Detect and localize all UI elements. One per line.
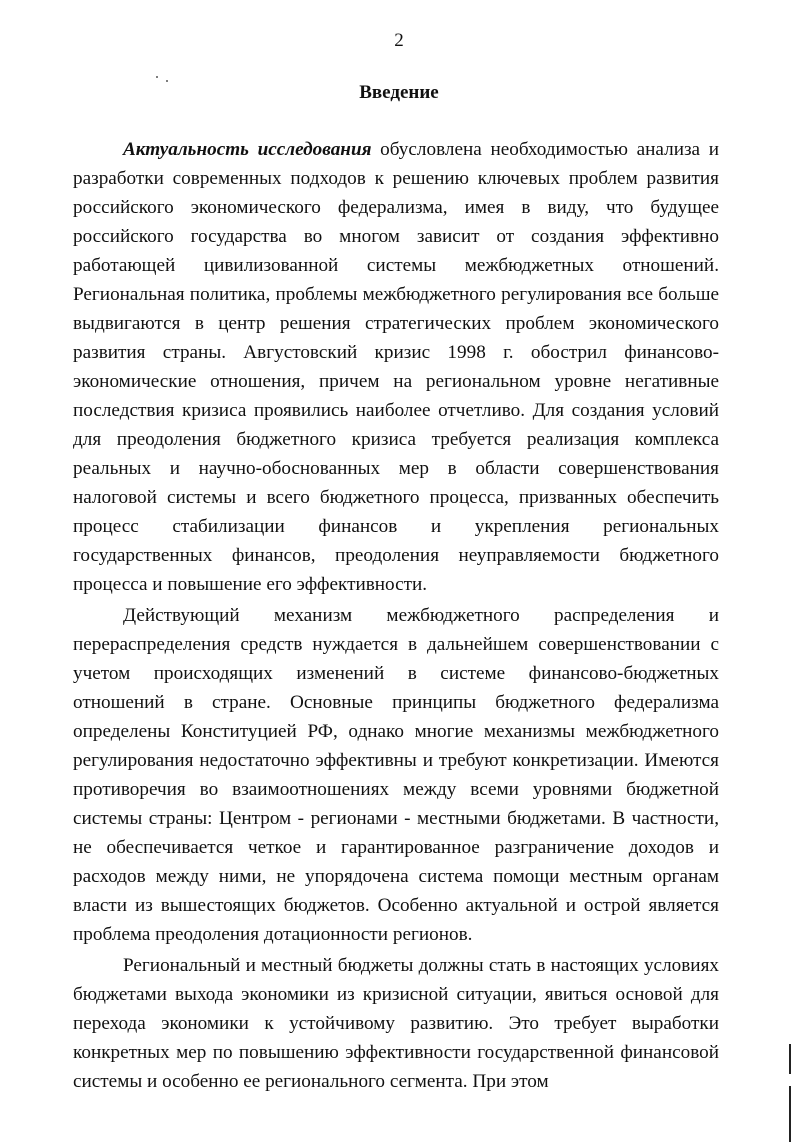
paragraph-relevance — [73, 135, 719, 599]
paragraph-text: Региональный и местный бюджеты должны стать в настоящих условиях бюджетами выхода экономики из кризисной ситуации, явиться основой для перехода экономики к устойчивому развитию. Это требует выработки конкретных мер по повышению эффективности государственной финансовой системы и особенно ее регионального сегмента. При этом — [73, 955, 719, 1092]
paragraph-budgets — [73, 951, 719, 1096]
body-text — [73, 135, 719, 1096]
scan-speck — [156, 76, 158, 78]
paragraph-text: Действующий механизм межбюджетного распределения и перераспределения средств нуждается в дальнейшем совершенствовании с учетом происходящих изменений в системе финансово-бюджетных отношений в стране. Основные принципы бюджетного федерализма определены Конституцией РФ, однако многие механизмы межбюджетного регулирования недостаточно эффективны и требуют конкретизации. Имеются противоречия во взаимоотношениях между всеми уровнями бюджетной системы страны: Центром - регионами - местными бюджетами. В частности, не обеспечивается четкое и гарантированное разграничение доходов и расходов между ними, не упорядочена система помощи местным органам власти из вышестоящих бюджетов. Особенно актуальной и острой является проблема преодоления дотационности регионов. — [73, 605, 719, 945]
page-number: 2 — [394, 30, 404, 51]
section-heading: Введение — [359, 82, 439, 103]
paragraph-lead: Актуальность исследования — [123, 139, 372, 160]
paragraph-mechanism — [73, 601, 719, 949]
scan-edge-line — [789, 1044, 791, 1074]
scan-edge-line — [789, 1086, 791, 1142]
paragraph-text: обусловлена необходимостью анализа и разработки современных подходов к решению ключевых проблем развития российского экономического федерализма, имея в виду, что будущее российского государства во многом зависит от создания эффективно работающей цивилизованной системы межбюджетных отношений. Региональная политика, проблемы межбюджетного регулирования все больше выдвигаются в центр решения стратегических проблем экономического развития страны. Августовский кризис 1998 г. обострил финансово-экономические отношения, причем на региональном уровне негативные последствия кризиса проявились наиболее отчетливо. Для создания условий для преодоления бюджетного кризиса требуется реализация комплекса реальных и научно-обоснованных мер в области совершенствования налоговой системы и всего бюджетного процесса, призванных обеспечить процесс стабилизации финансов и укрепления региональных государственных финансов, преодоления неуправляемости бюджетного процесса и повышение его эффективности. — [73, 139, 719, 595]
